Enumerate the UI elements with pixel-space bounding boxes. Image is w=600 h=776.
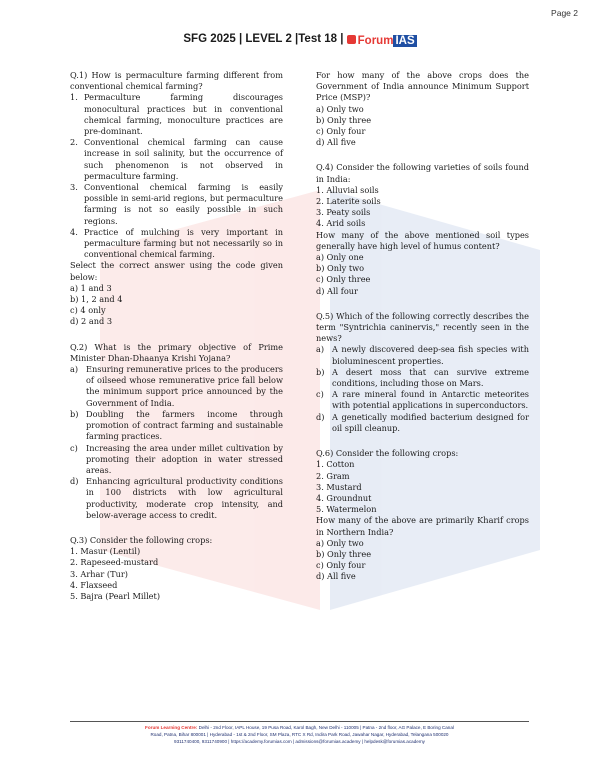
crop-item: 5. Watermelon (316, 504, 377, 515)
answer-option: d) All five (316, 571, 356, 582)
page-number: Page 2 (551, 8, 578, 18)
answer-option: c) 4 only (70, 305, 106, 316)
answer-option: b) Only three (316, 548, 372, 559)
option-list (70, 364, 283, 521)
logo-mark-icon (347, 35, 356, 44)
crop-item: 4. Flaxseed (70, 579, 118, 590)
answer-option: b) Only two (316, 263, 365, 274)
crop-item: 5. Bajra (Pearl Millet) (70, 590, 161, 601)
footer-divider (70, 721, 529, 722)
answer-option: a) Only one (316, 252, 364, 263)
crop-item: 1. Masur (Lentil) (70, 546, 141, 557)
crop-item: 1. Cotton (316, 459, 355, 470)
soil-item: 4. Arid soils (316, 218, 366, 229)
soil-item: 3. Peaty soils (316, 207, 371, 218)
answer-option: c) Only three (316, 274, 371, 285)
question-stem: Q.1) How is permaculture farming different from conventional chemical farming? (70, 70, 283, 92)
answer-option: c) Only four (316, 560, 366, 571)
question-4 (316, 162, 529, 296)
answer-option: a) Only two (316, 103, 364, 114)
answer-option: d) All four (316, 285, 358, 296)
question-2 (70, 342, 283, 521)
answer-option: d) A genetically modified bacterium designed for oil spill cleanup. (316, 411, 529, 433)
statement-item: 2. Conventional chemical farming can cause increase in soil salinity, but the occurrence of such phenomenon is not observed in permaculture farming. (70, 137, 283, 181)
question-stem: Q.2) What is the primary objective of Prime Minister Dhan-Dhaanya Krishi Yojana? (70, 341, 283, 363)
answer-option: b) Doubling the farmers income through promotion of contract farming and sustainable farming practices. (70, 408, 283, 442)
page-footer (70, 725, 529, 745)
crop-item: 4. Groundnut (316, 492, 372, 503)
left-column (70, 70, 283, 612)
answer-option: c) Increasing the area under millet cultivation by promoting their adoption in water stressed areas. (70, 442, 283, 475)
answer-option: c) Only four (316, 126, 366, 137)
answer-option: a) 1 and 3 (70, 282, 112, 293)
answer-option: a) A newly discovered deep-sea fish species with bioluminescent properties. (316, 344, 529, 366)
crop-item: 3. Arhar (Tur) (70, 568, 128, 579)
question-5 (316, 311, 529, 434)
question-stem: Q.5) Which of the following correctly describes the term "Syntrichia caninervis," recently seen in the news? (316, 310, 529, 344)
crop-item: 3. Mustard (316, 481, 362, 492)
answer-option: b) A desert moss that can survive extreme conditions, including those on Mars. (316, 366, 529, 389)
test-title: SFG 2025 | LEVEL 2 |Test 18 | (183, 33, 344, 45)
question-3 (70, 535, 283, 602)
forumias-logo: Forum IAS (347, 35, 417, 47)
question-6 (316, 448, 529, 582)
soil-item: 2. Laterite soils (316, 196, 381, 207)
answer-option: a) Only two (316, 537, 364, 548)
answer-option: d) 2 and 3 (70, 316, 113, 327)
footer-contacts: 9311740400, 9311740900 | https://academy.forumias.com | admissions@forumias.academy | helpdesk@forumias.academy (174, 738, 425, 744)
footer-address-1: Forum Learning Centre: Delhi - 2nd Floor, IAPL House, 19 Pusa Road, Karol Bagh, New Delhi - 110005 | Patna - 2nd floor, AG Palace, E Boring Canal (145, 725, 454, 730)
question-1 (70, 70, 283, 328)
answer-option: d) All five (316, 137, 356, 148)
question-text: How many of the above mentioned soil types generally have high level of humus content? (316, 229, 529, 251)
statement-list (70, 92, 283, 260)
statement-item: 1. Permaculture farming discourages monocultural practices but in conventional chemical farming, monoculture practices are pre-dominant. (70, 92, 283, 137)
question-stem: Q.6) Consider the following crops: (316, 448, 459, 459)
answer-option: d) Enhancing agricultural productivity conditions in 100 districts with low agricultural productivity, moderate crop intensity, and below-average access to credit. (70, 476, 283, 520)
question-text: For how many of the above crops does the Government of India announce Minimum Support Price (MSP)? (316, 70, 529, 103)
right-column (316, 70, 529, 593)
statement-item: 3. Conventional chemical farming is easily possible in semi-arid regions, but permaculture farming is not so easily possible in such regions. (70, 182, 283, 226)
answer-option: b) Only three (316, 114, 372, 125)
crop-item: 2. Rapeseed-mustard (70, 557, 159, 568)
test-header (0, 33, 600, 47)
footer-address-2: Road, Patna, Bihar 800001 | Hyderabad - 1st & 2nd Floor, SM Plaza, RTC X Rd, Indira Park Road, Jawahar Nagar, Hyderabad, Telangana 500020 (150, 731, 449, 737)
statement-item: 4. Practice of mulching is very important in permaculture farming but not necessarily so in conventional chemical farming. (70, 226, 283, 260)
question-text: How many of the above are primarily Kharif crops in Northern India? (316, 515, 529, 537)
answer-option: a) Ensuring remunerative prices to the producers of oilseed whose remunerative price fall below the minimum support price announced by the Government of India. (70, 364, 283, 408)
answer-option: b) 1, 2 and 4 (70, 294, 123, 305)
instruction-text: Select the correct answer using the code given below: (70, 260, 283, 282)
option-list (316, 344, 529, 434)
soil-item: 1. Alluvial soils (316, 184, 379, 195)
answer-option: c) A rare mineral found in Antarctic meteorites with potential applications in superconductors. (316, 389, 529, 411)
question-3-continued (316, 70, 529, 148)
question-stem: Q.4) Consider the following varieties of soils found in India: (316, 162, 529, 184)
question-stem: Q.3) Consider the following crops: (70, 534, 213, 545)
crop-item: 2. Gram (316, 470, 350, 481)
